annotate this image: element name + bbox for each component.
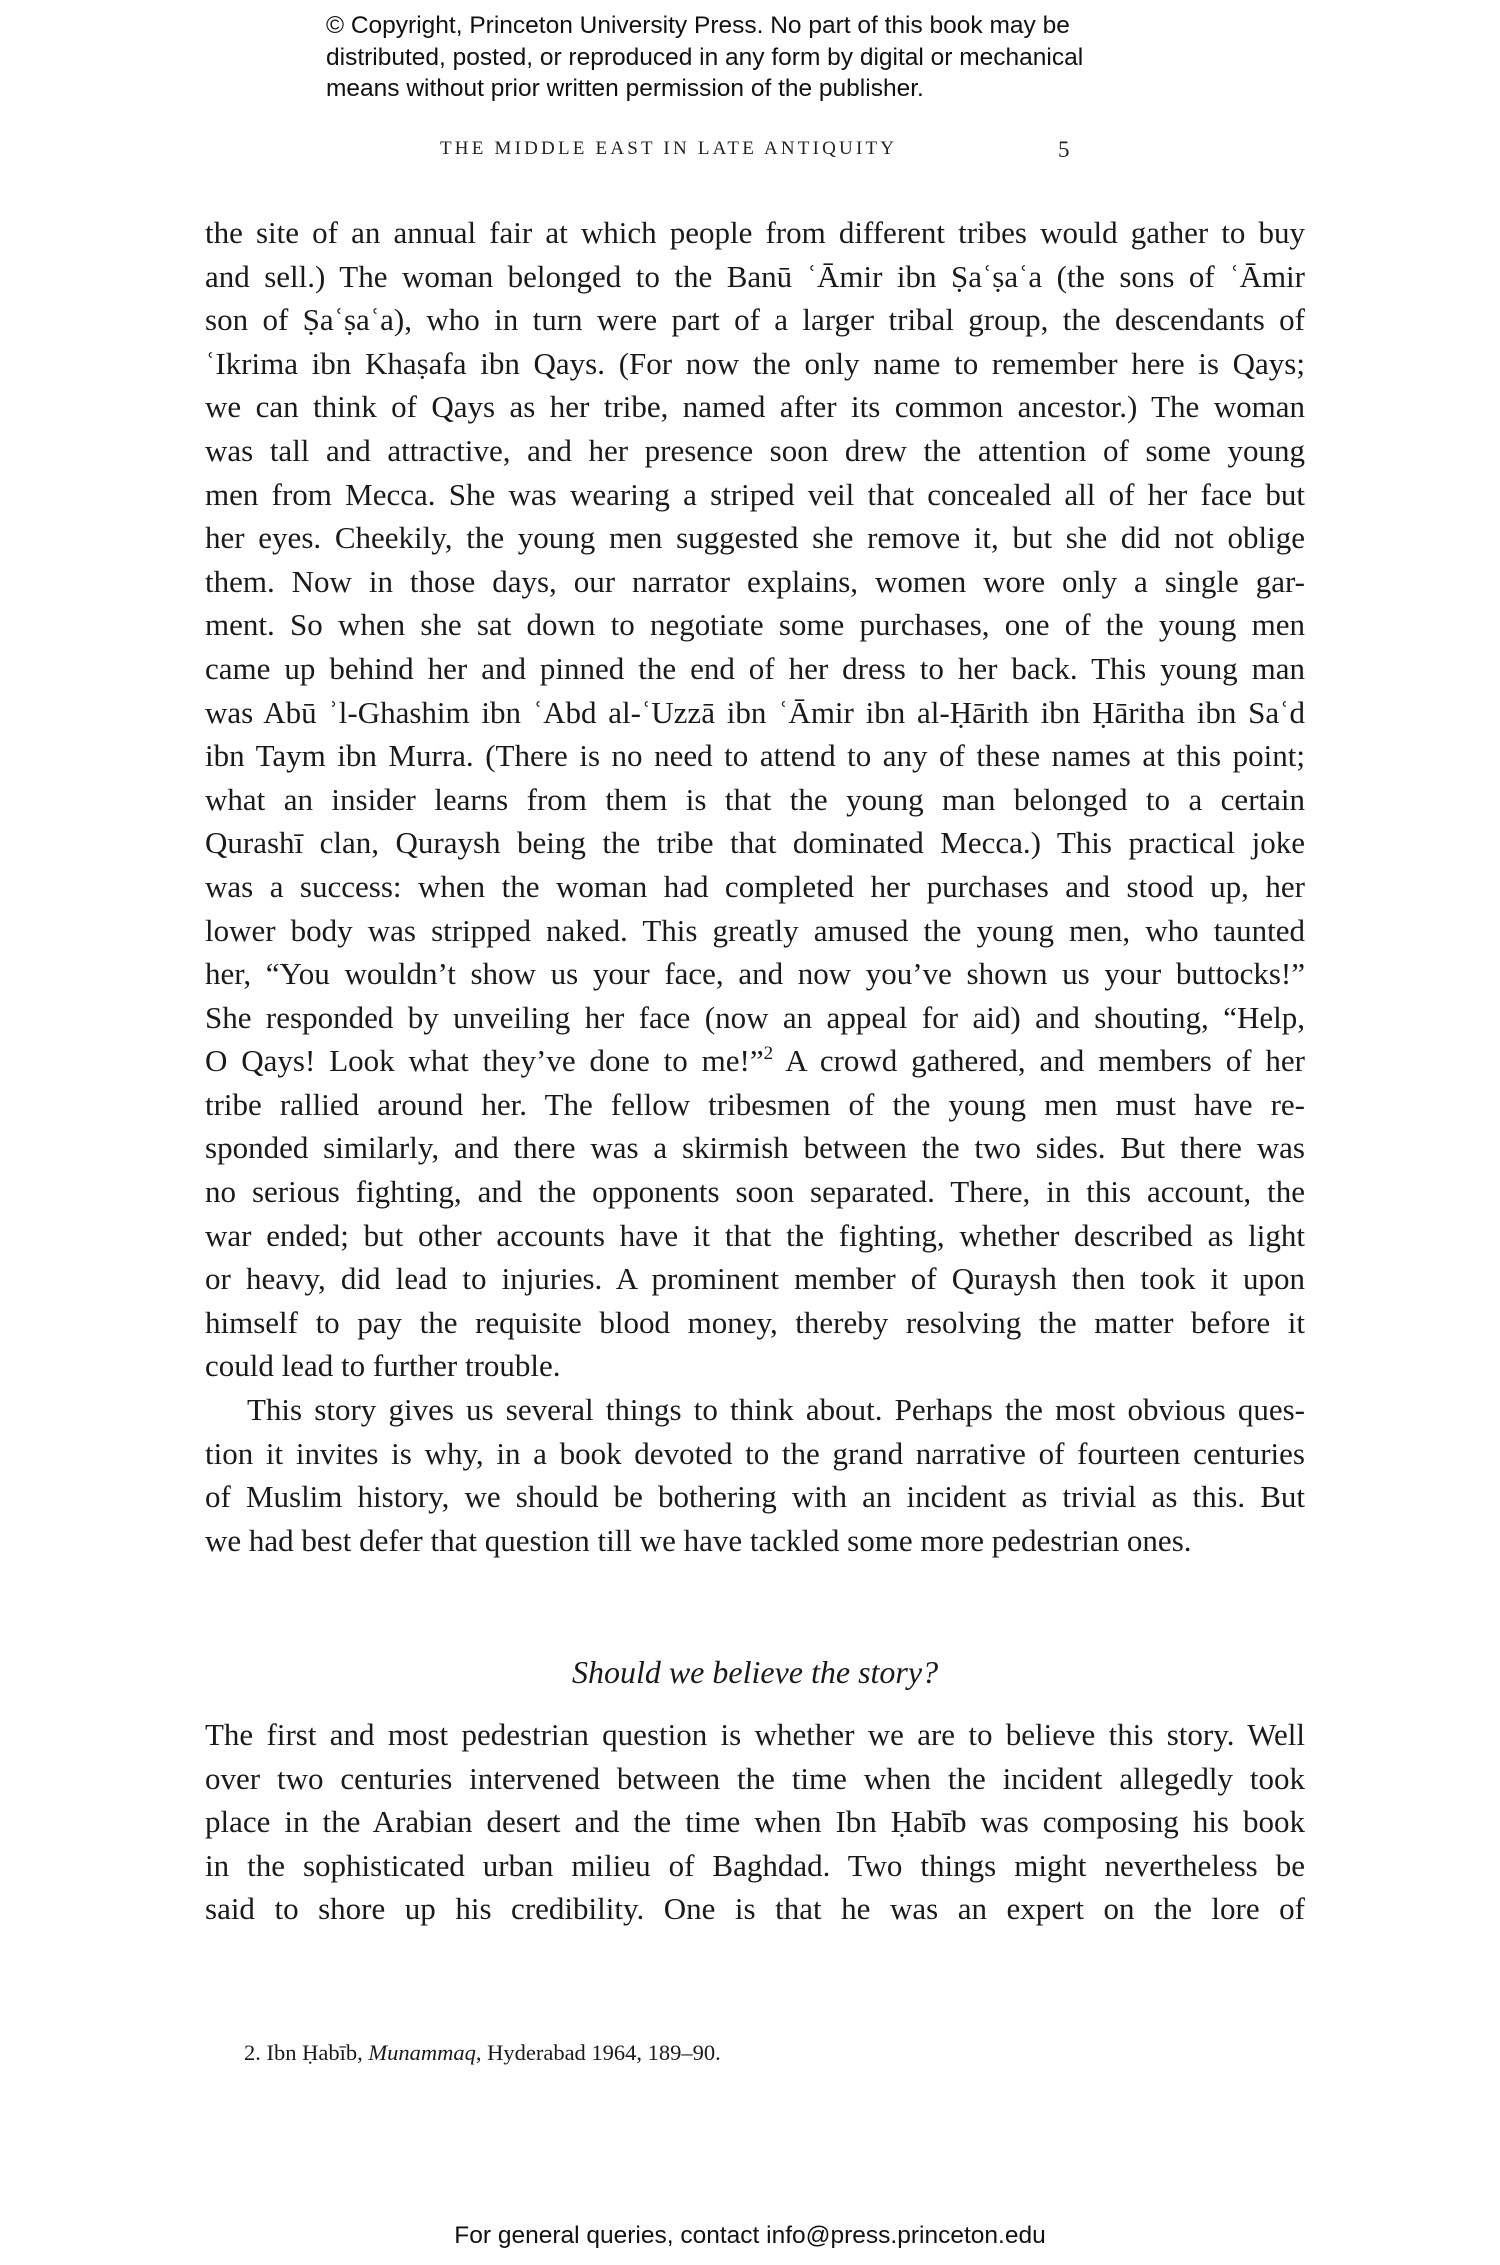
text-line: was Abū ʾl-Ghashim ibn ʿAbd al-ʿUzzā ibn ʿĀmir ibn al-Ḥārith ibn Ḥāritha ibn Saʿd — [205, 694, 1305, 730]
footnote-title: Munammaq — [368, 2040, 476, 2065]
body-text — [205, 1713, 1305, 1931]
text-line: The first and most pedestrian question is whether we are to believe this story. Well — [205, 1717, 1305, 1752]
running-head-title: THE MIDDLE EAST IN LATE ANTIQUITY — [440, 138, 898, 159]
running-head — [440, 138, 1080, 168]
text-line: men from Mecca. She was wearing a striped veil that concealed all of her face but — [205, 476, 1305, 512]
text-line: war ended; but other accounts have it that the fighting, whether described as light — [205, 1217, 1305, 1253]
copyright-line: distributed, posted, or reproduced in any form by digital or mechanical — [326, 43, 1084, 71]
footnote-citation: 2. Ibn Ḥabīb, — [244, 2040, 369, 2065]
text-line: said to shore up his credibility. One is that he was an expert on the lore of — [205, 1891, 1305, 1927]
text-line: her eyes. Cheekily, the young men suggested she remove it, but she did not oblige — [205, 520, 1305, 556]
text-line: son of Ṣaʿṣaʿa), who in turn were part of a larger tribal group, the descendants of — [205, 302, 1305, 338]
text-line: of Muslim history, we should be bothering with an incident as trivial as this. But — [205, 1479, 1305, 1515]
text-line: what an insider learns from them is that the young man belonged to a certain — [205, 781, 1305, 817]
text-line: we had best defer that question till we have tackled some more pedestrian ones. — [205, 1522, 1192, 1558]
page-number: 5 — [1058, 137, 1070, 162]
text-line: and sell.) The woman belonged to the Banū ʿĀmir ibn Ṣaʿṣaʿa (the sons of ʿĀmir — [205, 258, 1305, 294]
text-line: She responded by unveiling her face (now an appeal for aid) and shouting, “Help, — [205, 999, 1305, 1035]
footnote-details: , Hyderabad 1964, 189–90. — [475, 2040, 721, 2065]
text-line-with-footnote — [205, 1039, 1305, 1083]
body-text — [205, 211, 1305, 1562]
text-line: was tall and attractive, and her presence soon drew the attention of some young — [205, 432, 1305, 468]
text-line: them. Now in those days, our narrator explains, women wore only a single gar- — [205, 563, 1305, 599]
copyright-line: means without prior written permission of the publisher. — [326, 75, 924, 102]
text-line: This story gives us several things to think about. Perhaps the most obvious ques- — [247, 1392, 1305, 1428]
text-line: her, “You wouldn’t show us your face, and now you’ve shown us your buttocks!” — [205, 956, 1305, 992]
text-line: ibn Taym ibn Murra. (There is no need to attend to any of these names at this point; — [205, 738, 1305, 774]
copyright-line: © Copyright, Princeton University Press. No part of this book may be — [326, 12, 1070, 39]
text-line: could lead to further trouble. — [205, 1348, 561, 1384]
text-line: tribe rallied around her. The fellow tribesmen of the young men must have re- — [205, 1086, 1305, 1122]
text-line: we can think of Qays as her tribe, named after its common ancestor.) The woman — [205, 389, 1305, 425]
text-line: Qurashī clan, Quraysh being the tribe that dominated Mecca.) This practical joke — [205, 825, 1305, 861]
text-line: place in the Arabian desert and the time when Ibn Ḥabīb was composing his book — [205, 1804, 1305, 1840]
text-line: in the sophisticated urban milieu of Baghdad. Two things might nevertheless be — [205, 1847, 1305, 1883]
text-line: no serious fighting, and the opponents soon separated. There, in this account, the — [205, 1174, 1305, 1210]
text-segment: O Qays! Look what they’ve done to me!” — [205, 1043, 764, 1079]
text-line: tion it invites is why, in a book devoted to the grand narrative of fourteen centuries — [205, 1435, 1305, 1471]
text-line: over two centuries intervened between the time when the incident allegedly took — [205, 1760, 1305, 1796]
text-line: ment. So when she sat down to negotiate some purchases, one of the young men — [205, 607, 1305, 643]
copyright-notice — [326, 10, 1226, 105]
text-line: himself to pay the requisite blood money, thereby resolving the matter before it — [205, 1304, 1305, 1340]
text-line: or heavy, did lead to injuries. A prominent member of Quraysh then took it upon — [205, 1261, 1305, 1297]
text-line: sponded similarly, and there was a skirmish between the two sides. But there was — [205, 1130, 1305, 1166]
contact-notice: For general queries, contact info@press.princeton.edu — [454, 2222, 1046, 2249]
text-segment: A crowd gathered, and members of her — [773, 1043, 1305, 1079]
paragraph — [205, 1388, 1305, 1562]
text-line: lower body was stripped naked. This greatly amused the young men, who taunted — [205, 912, 1305, 948]
text-line: came up behind her and pinned the end of her dress to her back. This young man — [205, 650, 1305, 686]
footnote-reference[interactable]: 2 — [763, 1043, 774, 1065]
section-heading: Should we believe the story? — [571, 1654, 939, 1690]
text-line: was a success: when the woman had completed her purchases and stood up, her — [205, 868, 1305, 904]
paragraph — [205, 211, 1305, 1388]
footnote — [244, 2038, 1244, 2068]
text-line: ʿIkrima ibn Khaṣafa ibn Qays. (For now the only name to remember here is Qays; — [205, 345, 1305, 381]
text-line: the site of an annual fair at which people from different tribes would gather to buy — [205, 215, 1305, 250]
paragraph — [205, 1713, 1305, 1931]
